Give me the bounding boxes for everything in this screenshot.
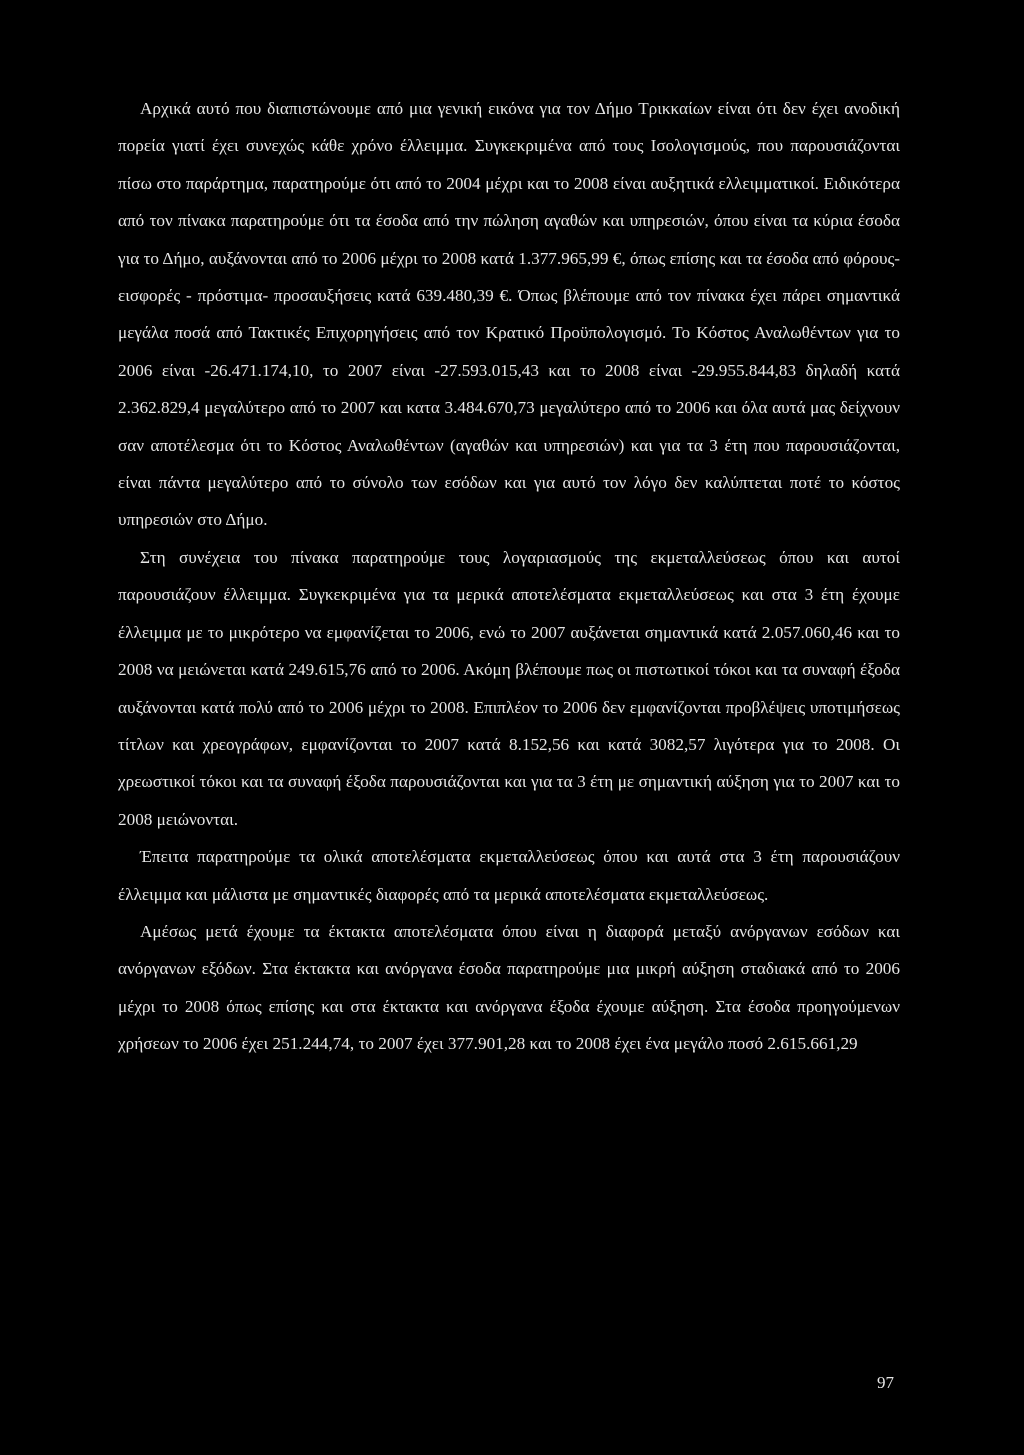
document-body — [118, 90, 900, 1063]
page-number: 97 — [877, 1373, 894, 1392]
paragraph-2: Στη συνέχεια του πίνακα παρατηρούμε τους λογαριασμούς της εκμεταλλεύσεως όπου και αυτοί παρουσιάζουν έλλειμμα. Συγκεκριμένα για τα μερικά αποτελέσματα εκμεταλλεύσεως και στα 3 έτη έχουμε έλλειμμα με το μικρότερο να εμφανίζεται το 2006, ενώ το 2007 αυξάνεται σημαντικά κατά 2.057.060,46 και το 2008 να μειώνεται κατά 249.615,76 από το 2006. Ακόμη βλέπουμε πως οι πιστωτικοί τόκοι και τα συναφή έξοδα αυξάνονται κατά πολύ από το 2006 μέχρι το 2008. Επιπλέον το 2006 δεν εμφανίζονται προβλέψεις υποτιμήσεως τίτλων και χρεογράφων, εμφανίζονται το 2007 κατά 8.152,56 και κατά 3082,57 λιγότερα για το 2008. Οι χρεωστικοί τόκοι και τα συναφή έξοδα παρουσιάζονται και για τα 3 έτη με σημαντική αύξηση για το 2007 και το 2008 μειώνονται. — [118, 547, 900, 829]
paragraph-4: Αμέσως μετά έχουμε τα έκτακτα αποτελέσματα όπου είναι η διαφορά μεταξύ ανόργανων εσόδων και ανόργανων εξόδων. Στα έκτακτα και ανόργανα έσοδα παρατηρούμε μια μικρή αύξηση σταδιακά από το 2006 μέχρι το 2008 όπως επίσης και στα έκτακτα και ανόργανα έξοδα έχουμε αύξηση. Στα έσοδα προηγούμενων χρήσεων το 2006 έχει 251.244,74, το 2007 έχει 377.901,28 και το 2008 έχει ένα μεγάλο ποσό 2.615.661,29 — [118, 921, 900, 1054]
paragraph-1: Αρχικά αυτό που διαπιστώνουμε από μια γενική εικόνα για τον Δήμο Τρικκαίων είναι ότι δεν έχει ανοδική πορεία γιατί έχει συνεχώς κάθε χρόνο έλλειμμα. Συγκεκριμένα από τους Ισολογισμούς, που παρουσιάζονται πίσω στο παράρτημα, παρατηρούμε ότι από το 2004 μέχρι και το 2008 είναι αυξητικά ελλειμματικοί. Ειδικότερα από τον πίνακα παρατηρούμε ότι τα έσοδα από την πώληση αγαθών και υπηρεσιών, όπου είναι τα κύρια έσοδα για το Δήμο, αυξάνονται από το 2006 μέχρι το 2008 κατά 1.377.965,99 €, όπως επίσης και τα έσοδα από φόρους- εισφορές - πρόστιμα- προσαυξήσεις κατά 639.480,39 €. Όπως βλέπουμε από τον πίνακα έχει πάρει σημαντικά μεγάλα ποσά από Τακτικές Επιχορηγήσεις από τον Κρατικό Προϋπολογισμό. Το Κόστος Αναλωθέντων για το 2006 είναι -26.471.174,10, το 2007 είναι -27.593.015,43 και το 2008 είναι -29.955.844,83 δηλαδή κατά 2.362.829,4 μεγαλύτερο από το 2007 και κατα 3.484.670,73 μεγαλύτερο από το 2006 και όλα αυτά μας δείχνουν σαν αποτέλεσμα ότι το Κόστος Αναλωθέντων (αγαθών και υπηρεσιών) και για τα 3 έτη που παρουσιάζονται, είναι πάντα μεγαλύτερο από το σύνολο των εσόδων και για αυτό τον λόγο δεν καλύπτεται ποτέ το κόστος υπηρεσιών στο Δήμο. — [118, 99, 900, 530]
paragraph-3: Έπειτα παρατηρούμε τα ολικά αποτελέσματα εκμεταλλεύσεως όπου και αυτά στα 3 έτη παρουσιάζουν έλλειμμα και μάλιστα με σημαντικές διαφορές από τα μερικά αποτελέσματα εκμεταλλεύσεως. — [118, 847, 900, 904]
